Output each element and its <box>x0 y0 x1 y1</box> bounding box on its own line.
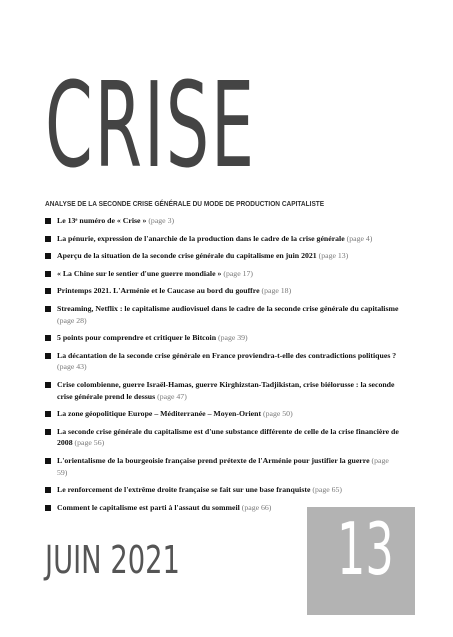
toc-item-page: (page 18) <box>261 286 292 296</box>
toc-item <box>45 379 400 402</box>
toc-item-page: (page 66) <box>241 502 272 512</box>
toc-item-title: « La Chine sur le sentier d'une guerre mondiale » <box>57 268 222 278</box>
table-of-contents <box>45 215 400 513</box>
toc-item-page: (page 39) <box>218 333 248 343</box>
square-bullet-icon <box>45 271 51 277</box>
toc-item <box>45 233 400 245</box>
toc-item <box>45 455 400 478</box>
toc-item-page: (page 65) <box>312 485 343 495</box>
square-bullet-icon <box>45 306 51 312</box>
toc-item-title: La décantation de la seconde crise générale en France proviendra-t-elle des contradictions politiques ? <box>57 350 397 360</box>
toc-item-title: Comment le capitalisme est parti à l'assaut du sommeil <box>57 502 240 512</box>
square-bullet-icon <box>45 505 51 511</box>
square-bullet-icon <box>45 353 51 359</box>
toc-item-title: La pénurie, expression de l'anarchie de la production dans le cadre de la crise générale <box>57 233 345 243</box>
toc-item-title: Le renforcement de l'extrême droite française se fait sur une base franquiste <box>57 485 311 495</box>
square-bullet-icon <box>45 429 51 435</box>
toc-item-title: Crise colombienne, guerre Israël-Hamas, guerre Kirghizstan-Tadjikistan, crise biélorusse : la seconde crise générale prend le dessus <box>57 379 395 401</box>
square-bullet-icon <box>45 487 51 493</box>
toc-item-title: La zone géopolitique Europe – Méditerranée – Moyen-Orient <box>57 409 262 419</box>
issue-number-box <box>307 507 415 615</box>
magazine-title: CRISE <box>45 56 256 194</box>
toc-item-title: L'orientalisme de la bourgeoisie française prend prétexte de l'Arménie pour justifier la guerre <box>57 455 370 465</box>
toc-item <box>45 268 400 280</box>
toc-item-page: (page 47) <box>157 391 187 401</box>
square-bullet-icon <box>45 218 51 224</box>
toc-item <box>45 250 400 262</box>
toc-item-page: (page 17) <box>223 268 254 278</box>
toc-item <box>45 332 400 344</box>
toc-item-page: (page 43) <box>57 362 87 372</box>
toc-item <box>45 484 400 496</box>
toc-item-page: (page 50) <box>263 409 293 419</box>
toc-item-page: (page 56) <box>74 438 105 448</box>
toc-item-title: Streaming, Netflix : le capitalisme audiovisuel dans le cadre de la seconde crise générale du capitalisme <box>57 303 399 313</box>
toc-item <box>45 215 400 227</box>
toc-item-title: 5 points pour comprendre et critiquer le Bitcoin <box>57 333 217 343</box>
toc-item <box>45 285 400 297</box>
toc-item-title: Aperçu de la situation de la seconde crise générale du capitalisme en juin 2021 <box>57 251 317 261</box>
toc-item <box>45 350 400 373</box>
square-bullet-icon <box>45 335 51 341</box>
square-bullet-icon <box>45 288 51 294</box>
issue-number: 13 <box>337 507 394 591</box>
toc-item <box>45 303 400 326</box>
toc-item-title: La seconde crise générale du capitalisme est d'une substance différente de celle de la crise financière de 2008 <box>57 426 399 448</box>
toc-item-page: (page 4) <box>346 233 373 243</box>
toc-item <box>45 426 400 449</box>
square-bullet-icon <box>45 236 51 242</box>
toc-item-page: (page 3) <box>148 216 175 225</box>
toc-item-page: (page 13) <box>318 251 349 261</box>
toc-item-page: (page 59) <box>57 455 389 477</box>
magazine-subtitle: ANALYSE DE LA SECONDE CRISE GÉNÉRALE DU MODE DE PRODUCTION CAPITALISTE <box>45 199 325 208</box>
toc-item-title: Printemps 2021. L'Arménie et le Caucase au bord du gouffre <box>57 286 260 296</box>
toc-item-page: (page 28) <box>57 315 87 325</box>
toc-item-title: Le 13ᵉ numéro de « Crise » <box>57 216 147 225</box>
issue-date: JUIN 2021 <box>45 538 180 582</box>
square-bullet-icon <box>45 253 51 259</box>
square-bullet-icon <box>45 382 51 388</box>
toc-item <box>45 408 400 420</box>
square-bullet-icon <box>45 458 51 464</box>
square-bullet-icon <box>45 411 51 417</box>
